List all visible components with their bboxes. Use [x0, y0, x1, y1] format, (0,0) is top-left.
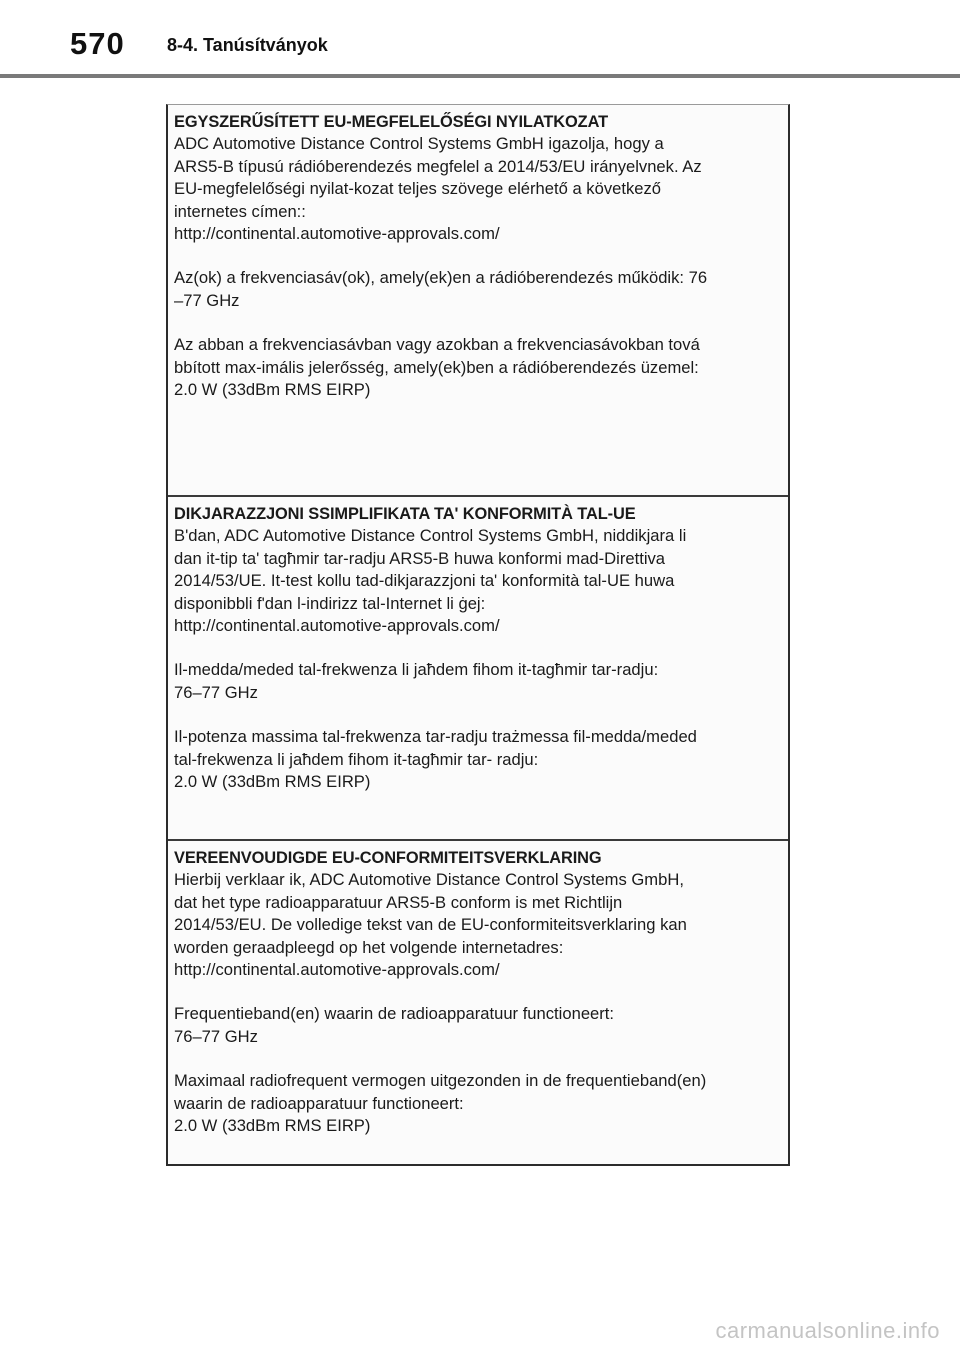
page-header — [0, 0, 960, 78]
declaration-paragraph — [174, 726, 784, 793]
declaration-paragraph — [174, 1003, 784, 1048]
text-line: tal-frekwenza li jaħdem fihom it-tagħmir tar- radju: — [174, 749, 539, 769]
declaration-paragraph — [174, 133, 784, 245]
declaration-paragraph — [174, 1070, 784, 1137]
text-line: bbított max-imális jelerősség, amely(ek)ben a rádióberendezés üzemel: — [174, 357, 699, 377]
text-line: internetes címen:: — [174, 201, 306, 221]
text-line: disponibbli f'dan l-indirizz tal-Internet li ġej: — [174, 593, 486, 613]
text-line: B'dan, ADC Automotive Distance Control Systems GmbH, niddikjara li — [174, 526, 687, 546]
declaration-paragraph — [174, 869, 784, 981]
text-line: 2.0 W (33dBm RMS EIRP) — [174, 1116, 371, 1136]
text-line: ADC Automotive Distance Control Systems GmbH igazolja, hogy a — [174, 134, 664, 154]
text-line: 2.0 W (33dBm RMS EIRP) — [174, 772, 371, 792]
declaration-section-maltese — [168, 495, 788, 839]
declaration-heading: DIKJARAZZJONI SSIMPLIFIKATA TA' KONFORMITÀ TAL-UE — [174, 505, 636, 523]
declaration-paragraph — [174, 659, 784, 704]
text-line: ARS5-B típusú rádióberendezés megfelel a 2014/53/EU irányelvnek. Az — [174, 156, 702, 176]
text-line: Az abban a frekvenciasávban vagy azokban a frekvenciasávokban tová — [174, 335, 700, 355]
declaration-section-hungarian — [168, 105, 788, 495]
text-line: 2.0 W (33dBm RMS EIRP) — [174, 380, 371, 400]
text-line: Il-potenza massima tal-frekwenza tar-radju trażmessa fil-medda/meded — [174, 727, 697, 747]
text-line: 2014/53/EU. De volledige tekst van de EU-conformiteitsverklaring kan — [174, 915, 687, 935]
text-line: Il-medda/meded tal-frekwenza li jaħdem fihom it-tagħmir tar-radju: — [174, 660, 659, 680]
text-line: dan it-tip ta' tagħmir tar-radju ARS5-B huwa konformi mad-Direttiva — [174, 548, 666, 568]
declaration-heading: VEREENVOUDIGDE EU-CONFORMITEITSVERKLARING — [174, 849, 602, 867]
text-line: waarin de radioapparatuur functioneert: — [174, 1093, 464, 1113]
text-line: Maximaal radiofrequent vermogen uitgezonden in de frequentieband(en) — [174, 1071, 707, 1091]
declaration-box — [166, 104, 790, 1166]
text-line: Az(ok) a frekvenciasáv(ok), amely(ek)en a rádióberendezés működik: 76 — [174, 268, 708, 288]
text-line: –77 GHz — [174, 290, 240, 310]
page-number: 570 — [70, 26, 125, 61]
url-text: http://continental.automotive-approvals.com/ — [174, 224, 500, 244]
text-line: 76–77 GHz — [174, 682, 258, 702]
declaration-heading: EGYSZERŰSÍTETT EU-MEGFELELŐSÉGI NYILATKOZAT — [174, 113, 609, 131]
url-text: http://continental.automotive-approvals.com/ — [174, 960, 500, 980]
text-line: dat het type radioapparatuur ARS5-B conform is met Richtlijn — [174, 892, 623, 912]
declaration-paragraph — [174, 267, 784, 312]
declaration-section-dutch — [168, 839, 788, 1165]
declaration-paragraph — [174, 525, 784, 637]
watermark-text: carmanualsonline.info — [715, 1318, 940, 1343]
text-line: 76–77 GHz — [174, 1026, 258, 1046]
text-line: Frequentieband(en) waarin de radioapparatuur functioneert: — [174, 1004, 615, 1024]
text-line: Hierbij verklaar ik, ADC Automotive Distance Control Systems GmbH, — [174, 870, 684, 890]
url-text: http://continental.automotive-approvals.com/ — [174, 616, 500, 636]
declaration-paragraph — [174, 334, 784, 401]
text-line: worden geraadpleegd op het volgende internetadres: — [174, 937, 564, 957]
header-divider — [0, 74, 960, 78]
text-line: EU-megfelelőségi nyilat-kozat teljes szövege elérhető a következő — [174, 179, 662, 199]
section-title: 8-4. Tanúsítványok — [167, 35, 328, 55]
text-line: 2014/53/UE. It-test kollu tad-dikjarazzjoni ta' konformità tal-UE huwa — [174, 571, 675, 591]
